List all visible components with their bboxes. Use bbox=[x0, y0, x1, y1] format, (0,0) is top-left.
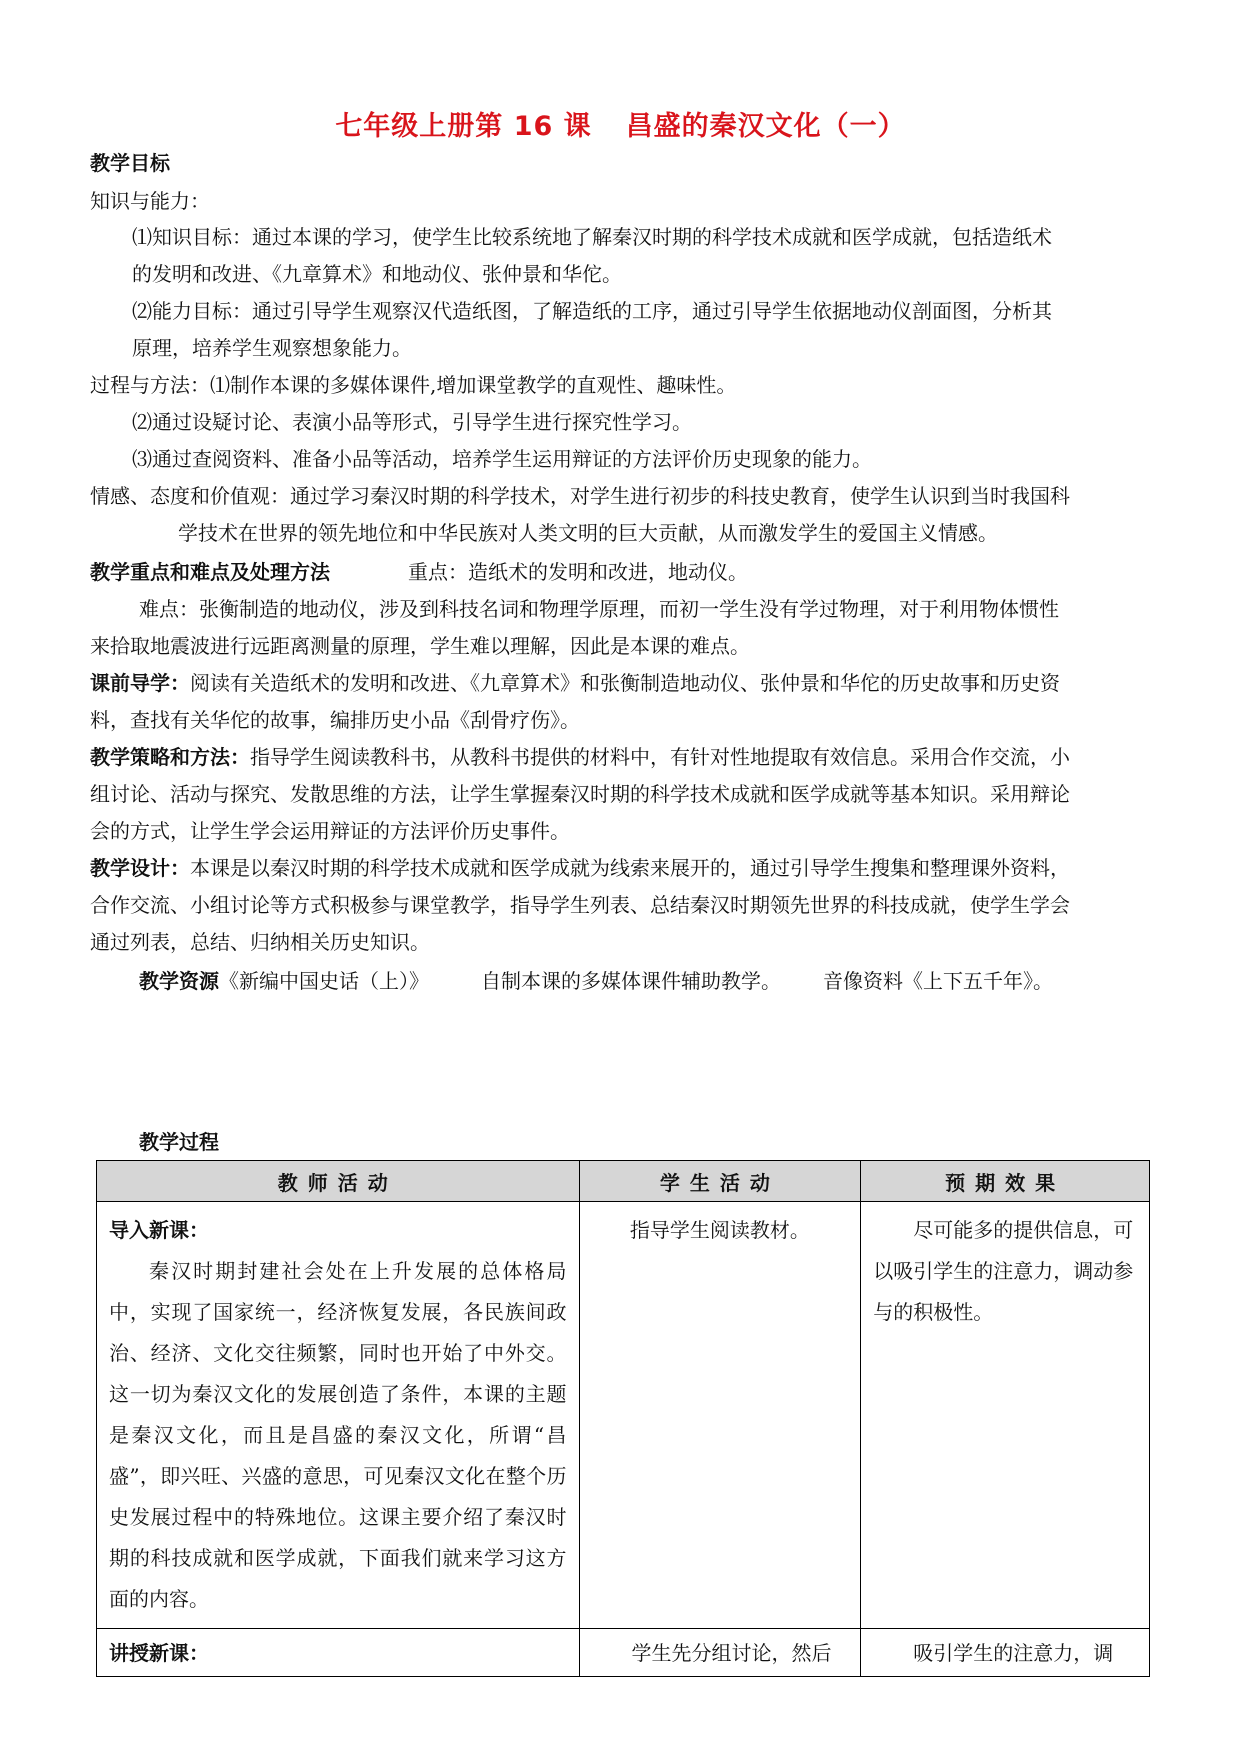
design-line3: 通过列表，总结、归纳相关历史知识。 bbox=[90, 930, 430, 954]
title-main: 七年级上册第 16 课 bbox=[335, 111, 592, 142]
strategy-line3: 会的方式，让学生学会运用辩证的方法评价历史事件。 bbox=[90, 819, 570, 843]
knowledge-heading: 知识与能力： bbox=[90, 189, 210, 213]
table-row bbox=[97, 1629, 1150, 1677]
student-cell bbox=[579, 1202, 861, 1629]
header-student-activity: 学生活动 bbox=[579, 1161, 861, 1202]
process-method-p2: ⑵通过设疑讨论、表演小品等形式，引导学生进行探究性学习。 bbox=[132, 410, 692, 434]
resource-item-3: 音像资料《上下五千年》。 bbox=[823, 969, 1053, 993]
header-teacher-activity: 教师活动 bbox=[97, 1161, 580, 1202]
difficulty-line1: 难点：张衡制造的地动仪，涉及到科技名词和物理学原理，而初一学生没有学过物理，对于利用物体惯性 bbox=[139, 597, 1059, 621]
knowledge-goal-line2: 的发明和改进、《九章算术》和地动仪、张仲景和华佗。 bbox=[132, 262, 622, 286]
resources-label: 教学资源 bbox=[139, 969, 219, 993]
effect-text: 吸引学生的注意力，调 bbox=[913, 1641, 1114, 1665]
strategy-line1: 教学策略和方法：指导学生阅读教科书，从教科书提供的材料中，有针对性地提取有效信息。采用合作交流，小 bbox=[90, 745, 1070, 769]
ability-goal-line1: ⑵能力目标：通过引导学生观察汉代造纸图，了解造纸的工序，通过引导学生依据地动仪剖面图，分析其 bbox=[132, 299, 1052, 323]
strategy-label: 教学策略和方法： bbox=[90, 745, 250, 769]
design-line1: 教学设计：本课是以秦汉时期的科学技术成就和医学成就为线索来展开的，通过引导学生搜集和整理课外资料， bbox=[90, 856, 1070, 880]
resource-item-1: 《新编中国史话（上）》 bbox=[219, 969, 429, 993]
emotion-label: 情感、态度和价值观： bbox=[90, 484, 290, 508]
table-header-row bbox=[97, 1161, 1150, 1202]
design-label: 教学设计： bbox=[90, 856, 190, 880]
resources-line bbox=[139, 966, 1209, 996]
preview-line2: 料，查找有关华佗的故事，编排历史小品《刮骨疗伤》。 bbox=[90, 708, 580, 732]
teaching-process-table bbox=[96, 1160, 1150, 1677]
effect-cell bbox=[861, 1202, 1150, 1629]
process-method-p3: ⑶通过查阅资料、准备小品等活动，培养学生运用辩证的方法评价历史现象的能力。 bbox=[132, 447, 872, 471]
teacher-cell bbox=[97, 1629, 580, 1677]
preview-line1: 课前导学：阅读有关造纸术的发明和改进、《九章算术》和张衡制造地动仪、张仲景和华佗的历史故事和历史资 bbox=[90, 671, 1060, 695]
teacher-cell bbox=[97, 1202, 580, 1629]
key-focus: 重点：造纸术的发明和改进，地动仪。 bbox=[408, 560, 748, 584]
page-title bbox=[0, 104, 1241, 143]
emotion-line2: 学技术在世界的领先地位和中华民族对人类文明的巨大贡献，从而激发学生的爱国主义情感。 bbox=[178, 521, 998, 545]
difficulty-line2: 来拾取地震波进行远距离测量的原理，学生难以理解，因此是本课的难点。 bbox=[90, 634, 750, 658]
intro-text: 秦汉时期封建社会处在上升发展的总体格局中，实现了国家统一，经济恢复发展，各民族间政治、经济、文化交往频繁，同时也开始了中外交。这一切为秦汉文化的发展创造了条件，本课的主题是秦汉文化，而且是昌盛的秦汉文化，所谓“昌盛”，即兴旺、兴盛的意思，可见秦汉文化在整个历史发展过程中的特殊地位。这课主要介绍了秦汉时期的科技成就和医学成就，下面我们就来学习这方面的内容。 bbox=[109, 1259, 567, 1611]
intro-title: 导入新课： bbox=[109, 1218, 209, 1242]
key-points-heading: 教学重点和难点及处理方法 bbox=[90, 560, 330, 584]
student-cell bbox=[579, 1629, 861, 1677]
student-activity-text: 指导学生阅读教材。 bbox=[629, 1218, 810, 1242]
header-expected-effect: 预期效果 bbox=[861, 1161, 1150, 1202]
resource-item-2: 自制本课的多媒体课件辅助教学。 bbox=[481, 969, 781, 993]
new-lesson-title: 讲授新课： bbox=[109, 1641, 209, 1665]
student-activity-text: 学生先分组讨论，然后 bbox=[631, 1641, 832, 1665]
key-points-line bbox=[90, 557, 1160, 587]
title-sub: 昌盛的秦汉文化（一） bbox=[625, 111, 906, 142]
effect-text: 尽可能多的提供信息，可以吸引学生的注意力，调动参与的积极性。 bbox=[873, 1218, 1134, 1324]
design-line2: 合作交流、小组讨论等方式积极参与课堂教学，指导学生列表、总结秦汉时期领先世界的科技成就，使学生学会 bbox=[90, 893, 1070, 917]
ability-goal-line2: 原理，培养学生观察想象能力。 bbox=[132, 336, 412, 360]
process-method-p1: 过程与方法：⑴制作本课的多媒体课件,增加课堂教学的直观性、趣味性。 bbox=[90, 373, 737, 397]
process-method-label: 过程与方法： bbox=[90, 373, 210, 397]
table-row bbox=[97, 1202, 1150, 1629]
emotion-line1: 情感、态度和价值观：通过学习秦汉时期的科学技术，对学生进行初步的科技史教育，使学生认识到当时我国科 bbox=[90, 484, 1070, 508]
strategy-line2: 组讨论、活动与探究、发散思维的方法，让学生掌握秦汉时期的科学技术成就和医学成就等基本知识。采用辩论 bbox=[90, 782, 1070, 806]
effect-cell bbox=[861, 1629, 1150, 1677]
knowledge-goal-line1: ⑴知识目标：通过本课的学习，使学生比较系统地了解秦汉时期的科学技术成就和医学成就，包括造纸术 bbox=[132, 225, 1052, 249]
preview-label: 课前导学： bbox=[90, 671, 190, 695]
process-heading: 教学过程 bbox=[139, 1130, 219, 1154]
objectives-heading: 教学目标 bbox=[90, 151, 170, 175]
